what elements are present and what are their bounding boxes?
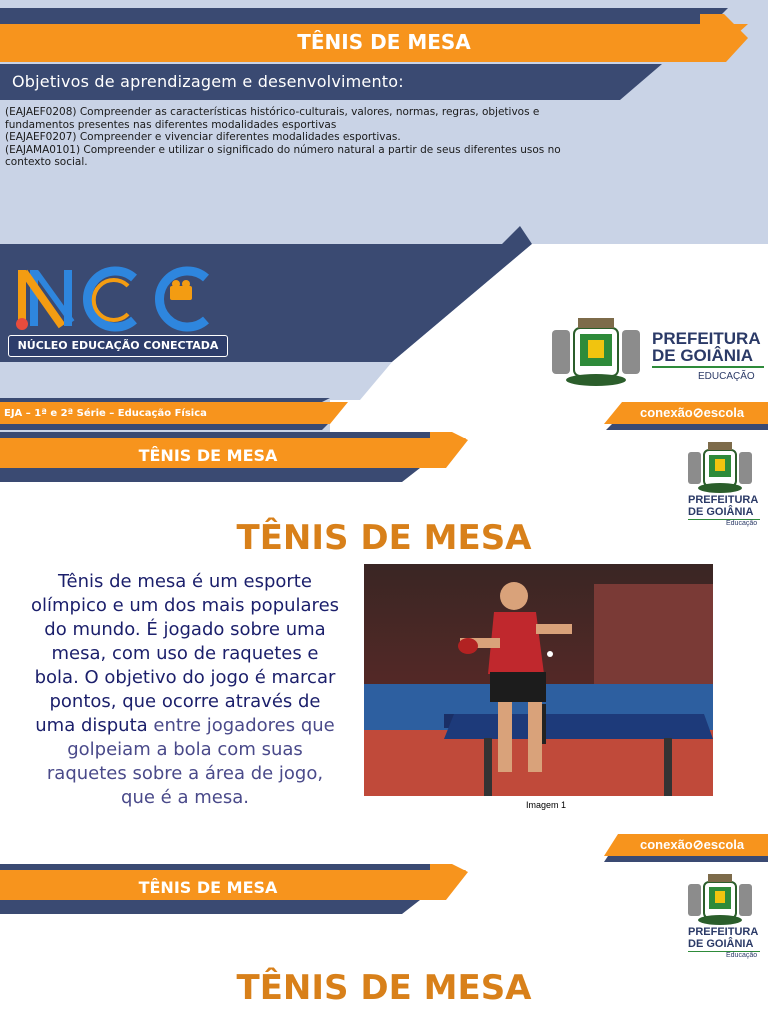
prefeitura-line-2: DE GOIÂNIA <box>652 346 754 365</box>
prefeitura-name <box>688 494 758 518</box>
slide-3-banner-title: TÊNIS DE MESA <box>138 878 278 897</box>
conexao-escola-logo <box>640 405 744 421</box>
body-text-part-1: Tênis de mesa é um esporte olímpico e um dos mais populares do mundo. É jogado sobre uma mesa, com uso de raquetes e bola. O objetivo do jogo é marcar pontos, que ocorre através de uma disputa <box>30 571 340 736</box>
prefeitura-line-2: DE GOIÂNIA <box>688 506 754 518</box>
slide-2 <box>0 432 768 864</box>
prefeitura-sub: Educação <box>726 952 758 959</box>
escola-word: escola <box>703 837 745 852</box>
prefeitura-crest-icon <box>548 310 644 390</box>
escola-word: escola <box>703 405 745 420</box>
conexao-escola-logo <box>640 837 744 853</box>
link-icon: ⊘ <box>692 405 704 420</box>
prefeitura-divider <box>652 366 764 368</box>
conexao-word: conexão <box>640 837 693 852</box>
objective-item: (EAJAMA0101) Compreender e utilizar o significado do número natural a partir de seus diferentes usos no contexto social. <box>5 143 561 168</box>
link-icon: ⊘ <box>692 837 704 852</box>
prefeitura-sub: Educação <box>726 520 758 527</box>
footer-text: EJA – 1ª e 2ª Série – Educação Física <box>4 408 207 419</box>
slide-2-body <box>30 570 340 810</box>
objective-item: (EAJAEF0207) Compreender e vivenciar diferentes modalidades esportivas. <box>5 131 401 143</box>
prefeitura-line-1: PREFEITURA <box>652 329 761 348</box>
slide-3 <box>0 864 768 1024</box>
image-caption: Imagem 1 <box>525 800 567 810</box>
nec-logo <box>10 262 220 338</box>
banner-title: TÊNIS DE MESA <box>297 30 471 54</box>
slide-1 <box>0 0 768 432</box>
prefeitura-crest-icon <box>684 868 756 928</box>
slide-2-heading: TÊNIS DE MESA <box>236 518 532 558</box>
conexao-word: conexão <box>640 405 693 420</box>
table-tennis-photo <box>364 564 713 796</box>
body-text-part-2: entre jogadores que golpeiam a bola com suas raquetes sobre a área de jogo, que é a mesa. <box>46 715 335 808</box>
objectives-heading: Objetivos de aprendizagem e desenvolvimento: <box>12 72 404 91</box>
prefeitura-name <box>688 926 758 950</box>
slide-3-heading: TÊNIS DE MESA <box>236 968 532 1008</box>
prefeitura-line-1: PREFEITURA <box>688 926 759 938</box>
objectives-list <box>5 106 565 169</box>
nec-logo-caption: NÚCLEO EDUCAÇÃO CONECTADA <box>8 335 228 357</box>
slide-2-banner-title: TÊNIS DE MESA <box>138 446 278 465</box>
prefeitura-name <box>652 330 761 364</box>
prefeitura-sub: EDUCAÇÃO <box>698 371 755 382</box>
objective-item: (EAJAEF0208) Compreender as características histórico-culturais, valores, normas, regras, objetivos e fundamentos presentes nas diferentes modalidades esportivas <box>5 106 540 131</box>
prefeitura-crest-icon <box>684 436 756 496</box>
prefeitura-line-2: DE GOIÂNIA <box>688 938 754 950</box>
prefeitura-line-1: PREFEITURA <box>688 494 759 506</box>
